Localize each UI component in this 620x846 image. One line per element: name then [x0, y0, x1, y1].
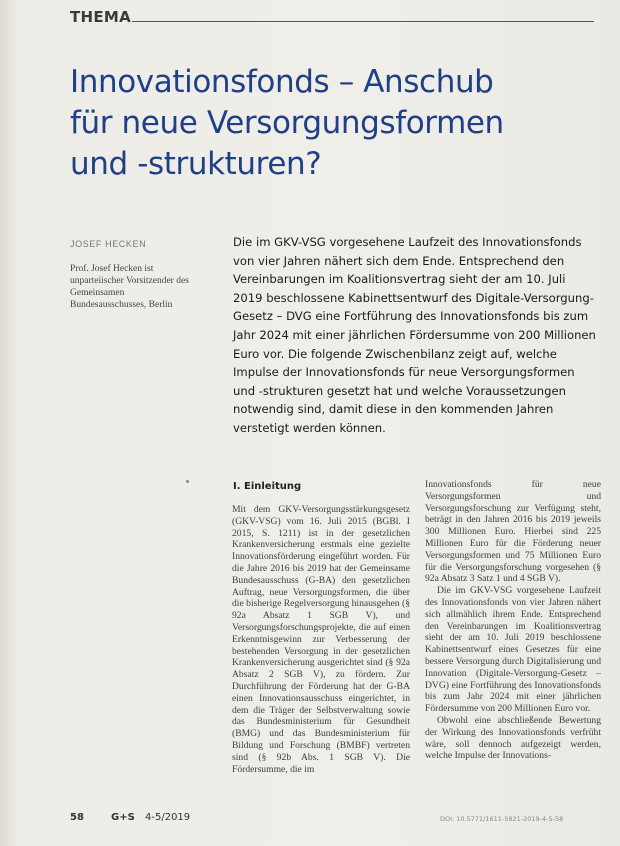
section-rule — [132, 21, 594, 22]
section-heading: I. Einleitung — [233, 481, 302, 492]
title-line-2: für neue Versorgungsformen — [70, 105, 504, 141]
section-label: THEMA — [70, 8, 132, 26]
lead-paragraph: Die im GKV-VSG vorgesehene Laufzeit des Innovationsfonds von vier Jahren nähert sich dem Ende. Entsprechend den Vereinbarungen im Koalitionsvertrag sieht der am 10. Juli 2019 beschlossene Kabinettsentwurf des Digitale-Versorgung-Gesetz – DVG eine Fortführung des Innovationsfonds bis zum Jahr 2024 mit einer jährlichen Fördersumme von 200 Millionen Euro vor. Die folgende Zwischenbilanz zeigt auf, welche Impulse der Innovationsfonds für neue Versorgungsformen und -strukturen gesetzt hat und welche Voraussetzungen notwendig sind, damit diese in den kommenden Jahren verstetigt werden können. — [233, 235, 596, 435]
doi-text: DOI: 10.5771/1611-5821-2019-4-5-58 — [440, 815, 564, 823]
body-paragraph: Innovationsfonds für neue Versorgungsformen und Versorgungsforschung zur Verfügung steht, beträgt in den Jahren 2016 bis 2019 jeweils 300 Millionen Euro. Hierbei sind 225 Millionen Euro für die Förderung neuer Versorgungsformen und 75 Millionen Euro für die Versorgungsforschung vorgesehen (§ 92a Absatz 3 Satz 1 und 4 SGB V). — [425, 479, 601, 585]
body-paragraph: Mit dem GKV-Versorgungsstärkungsgesetz (GKV-VSG) vom 16. Juli 2015 (BGBl. I 2015, S. 1211) ist in der gesetzlichen Krankenversicherung erstmals eine gezielte Innovationsförderung eingeführt worden. Für die Jahre 2016 bis 2019 hat der Gemeinsame Bundesausschuss (G-BA) den gesetzlichen Auftrag, neue Versorgungsformen, die über die bisherige Regelversorgung hinausgehen (§ 92a Absatz 1 SGB V), und Versorgungsforschungsprojekte, die auf einen Erkenntnisgewinn zur Verbesserung der bestehenden Versorgung in der gesetzlichen Krankenversicherung ausgerichtet sind (§ 92a Absatz 2 SGB V), zu fördern. Zur Durchführung der Förderung hat der G-BA einen Innovationsausschuss eingerichtet, in dem die Träger der Selbstverwaltung sowie das Bundesministerium für Gesundheit (BMG) und das Bundesministerium für Bildung und Forschung (BMBF) vertreten sind (§ 92b Abs. 1 SGB V). Die Fördersumme, die im — [232, 504, 410, 775]
body-column-left — [232, 504, 410, 824]
body-paragraph: Die im GKV-VSG vorgesehene Laufzeit des Innovationsfonds von vier Jahren nähert sich allmählich ihrem Ende. Entsprechend den Vereinbarungen im Koalitionsvertrag sieht der am 10. Juli 2019 beschlossene Kabinettsentwurf eines Gesetzes für eine bessere Versorgung durch Digitalisierung und Innovation (Digitale-Versorgung-Gesetz – DVG) eine Fortführung des Innovationsfonds bis zum Jahr 2024 mit einer jährlichen Fördersumme von 200 Millionen Euro vor. — [425, 585, 601, 715]
journal-name: G+S — [111, 812, 135, 823]
body-column-right — [425, 479, 601, 804]
author-name: JOSEF HECKEN — [70, 239, 147, 249]
body-paragraph: Obwohl eine abschließende Bewertung der Wirkung des Innovationsfonds verfrüht wäre, soll dennoch aufgezeigt werden, welche Impulse der Innovations- — [425, 714, 601, 762]
scan-speck — [186, 480, 189, 483]
title-line-1: Innovationsfonds – Anschub — [70, 64, 494, 100]
author-description: Prof. Josef Hecken ist unparteiischer Vorsitzender des Gemeinsamen Bundesausschusses, Berlin — [70, 264, 189, 310]
title-line-3: und -strukturen? — [70, 146, 322, 182]
journal-issue: 4-5/2019 — [145, 812, 191, 823]
article-title — [70, 62, 590, 185]
page-number: 58 — [70, 812, 84, 823]
